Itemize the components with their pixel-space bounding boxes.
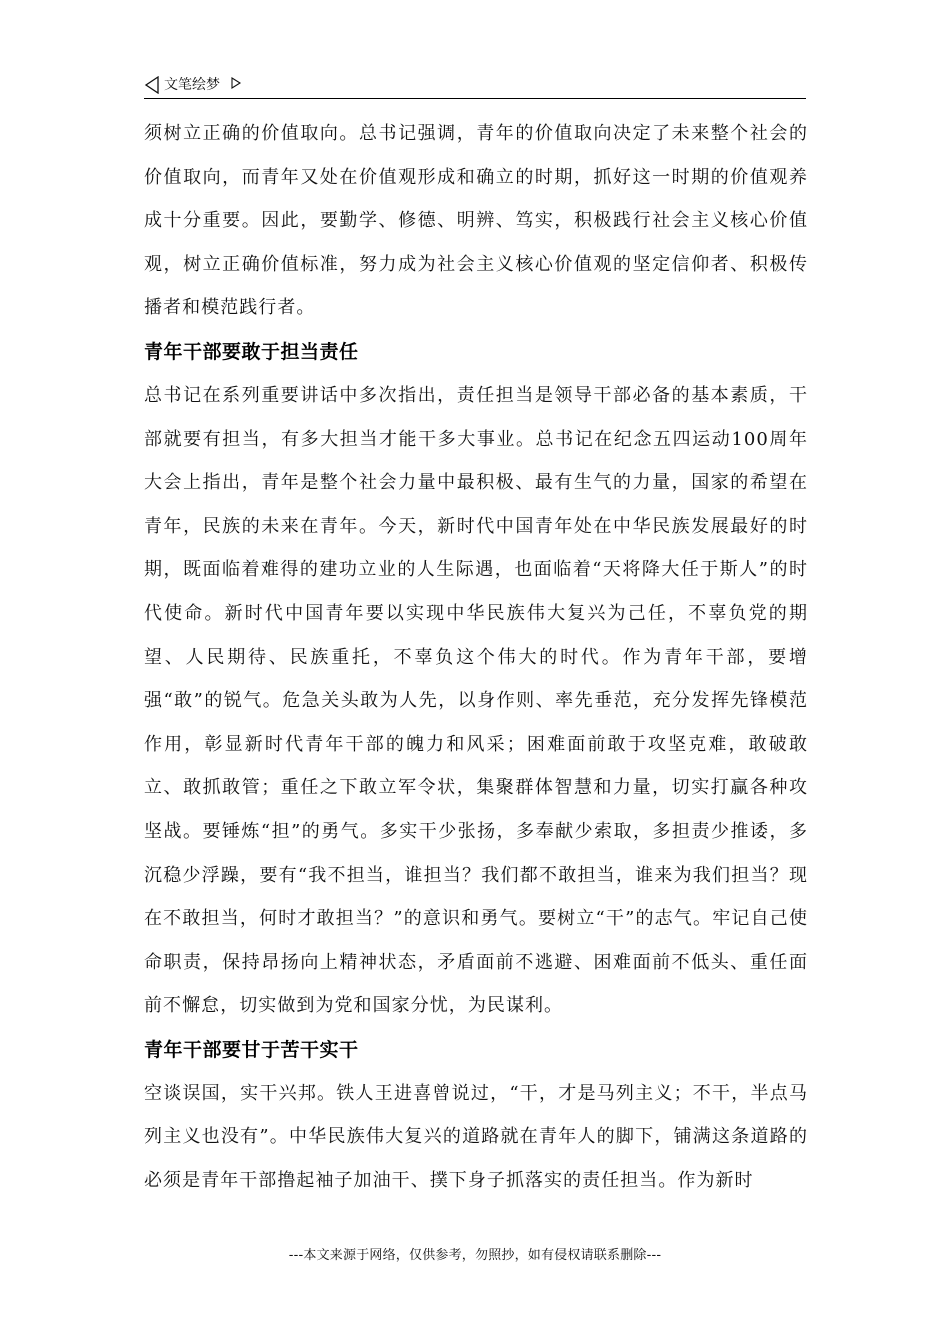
document-body [144, 112, 808, 1203]
right-triangle-outline-icon [230, 77, 242, 89]
header-title: 文笔绘梦 [164, 77, 220, 93]
page-footer-disclaimer: ---本文来源于网络，仅供参考，勿照抄，如有侵权请联系删除--- [288, 1248, 662, 1263]
page-header [144, 74, 806, 99]
left-triangle-outline-icon [144, 76, 160, 94]
section-heading-hard-work: 青年干部要甘于苦干实干 [144, 1038, 359, 1061]
paragraph-hard-work: 空谈误国，实干兴邦。铁人王进喜曾说过，“干，才是马列主义；不干，半点马列主义也没有”。中华民族伟大复兴的道路就在青年人的脚下，铺满这条道路的必须是青年干部撸起袖子加油干、撲下身子抓落实的责任担当。作为新时 [144, 1082, 808, 1192]
section-heading-responsibility: 青年干部要敢于担当责任 [144, 340, 359, 363]
paragraph-value-orientation: 须树立正确的价值取向。总书记强调，青年的价值取向决定了未来整个社会的价值取向，而青年又处在价值观形成和确立的时期，抓好这一时期的价值观养成十分重要。因此，要勤学、修德、明辨、笃实，积极践行社会主义核心价值观，树立正确价值标准，努力成为社会主义核心价值观的坚定信仰者、积极传播者和模范践行者。 [144, 123, 808, 319]
paragraph-responsibility: 总书记在系列重要讲话中多次指出，责任担当是领导干部必备的基本素质，干部就要有担当，有多大担当才能干多大事业。总书记在纪念五四运动100周年大会上指出，青年是整个社会力量中最积极、最有生气的力量，国家的希望在青年，民族的未来在青年。今天，新时代中国青年处在中华民族发展最好的时期，既面临着难得的建功立业的人生际遇，也面临着“天将降大任于斯人”的时代使命。新时代中国青年要以实现中华民族伟大复兴为己任，不辜负党的期望、人民期待、民族重托，不辜负这个伟大的时代。作为青年干部，要增强“敢”的锐气。危急关头敢为人先，以身作则、率先垂范，充分发挥先锋模范作用，彰显新时代青年干部的魄力和风采；困难面前敢于攻坚克难，敢破敢立、敢抓敢管；重任之下敢立军令状，集聚群体智慧和力量，切实打赢各种攻坚战。要锤炼“担”的勇气。多实干少张扬，多奉献少索取，多担责少推诿，多沉稳少浮躁，要有“我不担当，谁担当？我们都不敢担当，谁来为我们担当？现在不敢担当，何时才敢担当？”的意识和勇气。要树立“干”的志气。牢记自己使命职责，保持昂扬向上精神状态，矛盾面前不逃避、困难面前不低头、重任面前不懈怠，切实做到为党和国家分忧，为民谋利。 [144, 384, 808, 1017]
